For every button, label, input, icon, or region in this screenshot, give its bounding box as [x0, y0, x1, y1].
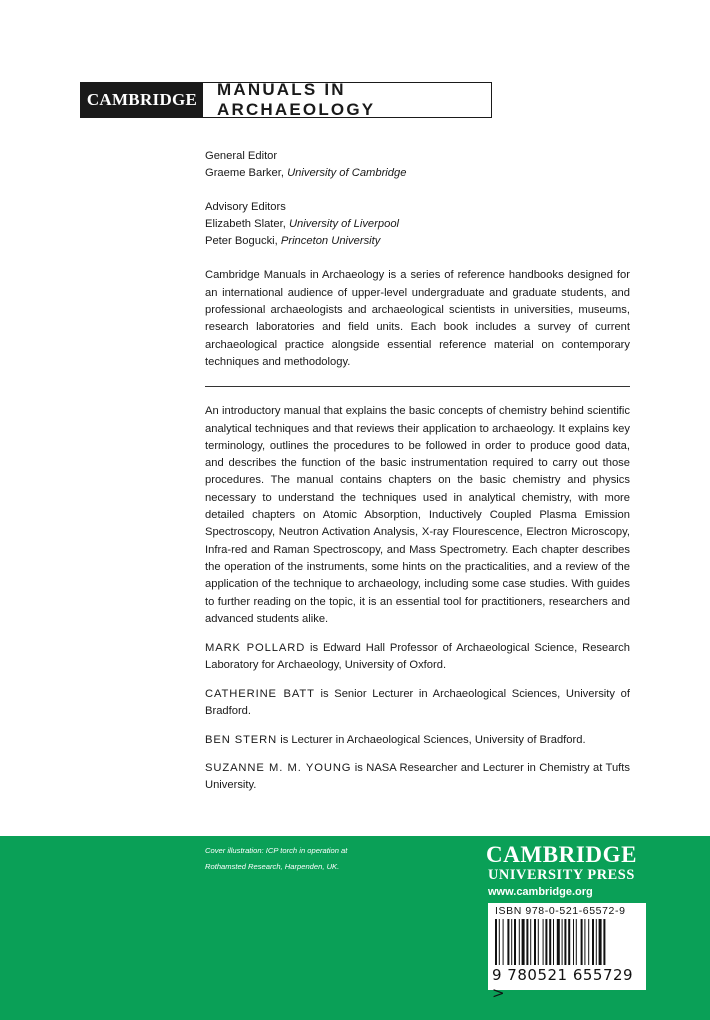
barcode-icon: [493, 919, 643, 967]
author-bio: [205, 640, 630, 675]
author-bio: [205, 760, 630, 795]
cover-illustration-credit: [205, 843, 395, 875]
isbn-barcode: [488, 903, 646, 1002]
publisher-logo: CAMBRIDGE: [486, 842, 638, 867]
barcode-digits: 9 780521 655729 >: [492, 966, 634, 1002]
general-editor-line: [205, 165, 630, 182]
author-name: SUZANNE M. M. YOUNG: [205, 762, 352, 775]
series-banner: [80, 82, 492, 118]
author-bio-text: is NASA Researcher and Lecturer in Chemistry at Tufts University.: [205, 762, 630, 792]
general-editor-affiliation: University of Cambridge: [287, 167, 407, 180]
author-bios: [205, 640, 630, 795]
general-editor-name: Graeme Barker,: [205, 167, 284, 180]
isbn-number: ISBN 978-0-521-65572-9: [495, 905, 626, 917]
divider: [205, 386, 630, 387]
advisory-editor-name: Elizabeth Slater,: [205, 217, 286, 230]
author-bio-text: is Senior Lecturer in Archaeological Sciences, University of Bradford.: [205, 687, 630, 718]
advisory-editor-line: [205, 233, 630, 250]
series-title: MANUALS IN ARCHAEOLOGY: [217, 80, 376, 119]
advisory-editors-block: [205, 199, 630, 251]
advisory-editor-affiliation: Princeton University: [280, 235, 381, 248]
cover-credit-line: Rothamsted Research, Harpenden, UK.: [205, 862, 340, 871]
publisher-subtitle: UNIVERSITY PRESS: [488, 867, 635, 883]
author-bio: [205, 732, 630, 749]
author-name: MARK POLLARD: [205, 642, 306, 655]
general-editor-label: General Editor: [205, 150, 278, 162]
advisory-editor-line: [205, 216, 630, 233]
book-description: An introductory manual that explains the basic concepts of chemistry behind scientific analytical techniques and that reviews their application to archaeology. It explains key terminology, outlines the procedures to be followed in order to produce good data, and describes the function of the basic instrumentation required to carry out those procedures. The manual contains chapters on the basic chemistry and physics necessary to understand the techniques used in analytical chemistry, with more detailed chapters on Atomic Absorption, Inductively Coupled Plasma Emission Spectroscopy, Neutron Activation Analysis, X-ray Flourescence, Electron Microscopy, Infra-red and Raman Spectroscopy, and Mass Spectrometry. Each chapter describes the operation of the instruments, some hints on the practicalities, and a review of the application of the technique to archaeology, including some case studies. With guides to further reading on the topic, it is an essential tool for practitioners, researchers and advanced students alike.: [205, 405, 630, 625]
advisory-editor-name: Peter Bogucki,: [205, 235, 278, 248]
author-bio-text: is Lecturer in Archaeological Sciences, University of Bradford.: [277, 733, 586, 746]
series-brand-label: CAMBRIDGE: [81, 83, 203, 117]
publisher-footer: [0, 836, 710, 1020]
series-description: Cambridge Manuals in Archaeology is a series of reference handbooks designed for an international audience of upper-level undergraduate and graduate students, and professional archaeologists and archaeological scientists in universities, museums, research laboratories and field units. Each book includes a survey of current archaeological practice alongside essential reference material on contemporary techniques and methodology.: [205, 269, 630, 368]
author-name: BEN STERN: [205, 733, 278, 746]
author-bio: [205, 686, 630, 721]
cover-credit-line: Cover illustration: ICP torch in operation at: [205, 846, 348, 855]
back-cover-text: [205, 148, 630, 806]
general-editor-block: [205, 148, 630, 183]
advisory-editors-label: Advisory Editors: [205, 200, 286, 213]
advisory-editor-affiliation: University of Liverpool: [288, 217, 400, 230]
author-name: CATHERINE BATT: [205, 687, 315, 700]
author-bio-text: is Edward Hall Professor of Archaeological Science, Research Laboratory for Archaeology, University of Oxford.: [205, 642, 630, 672]
publisher-url: www.cambridge.org: [488, 886, 593, 898]
